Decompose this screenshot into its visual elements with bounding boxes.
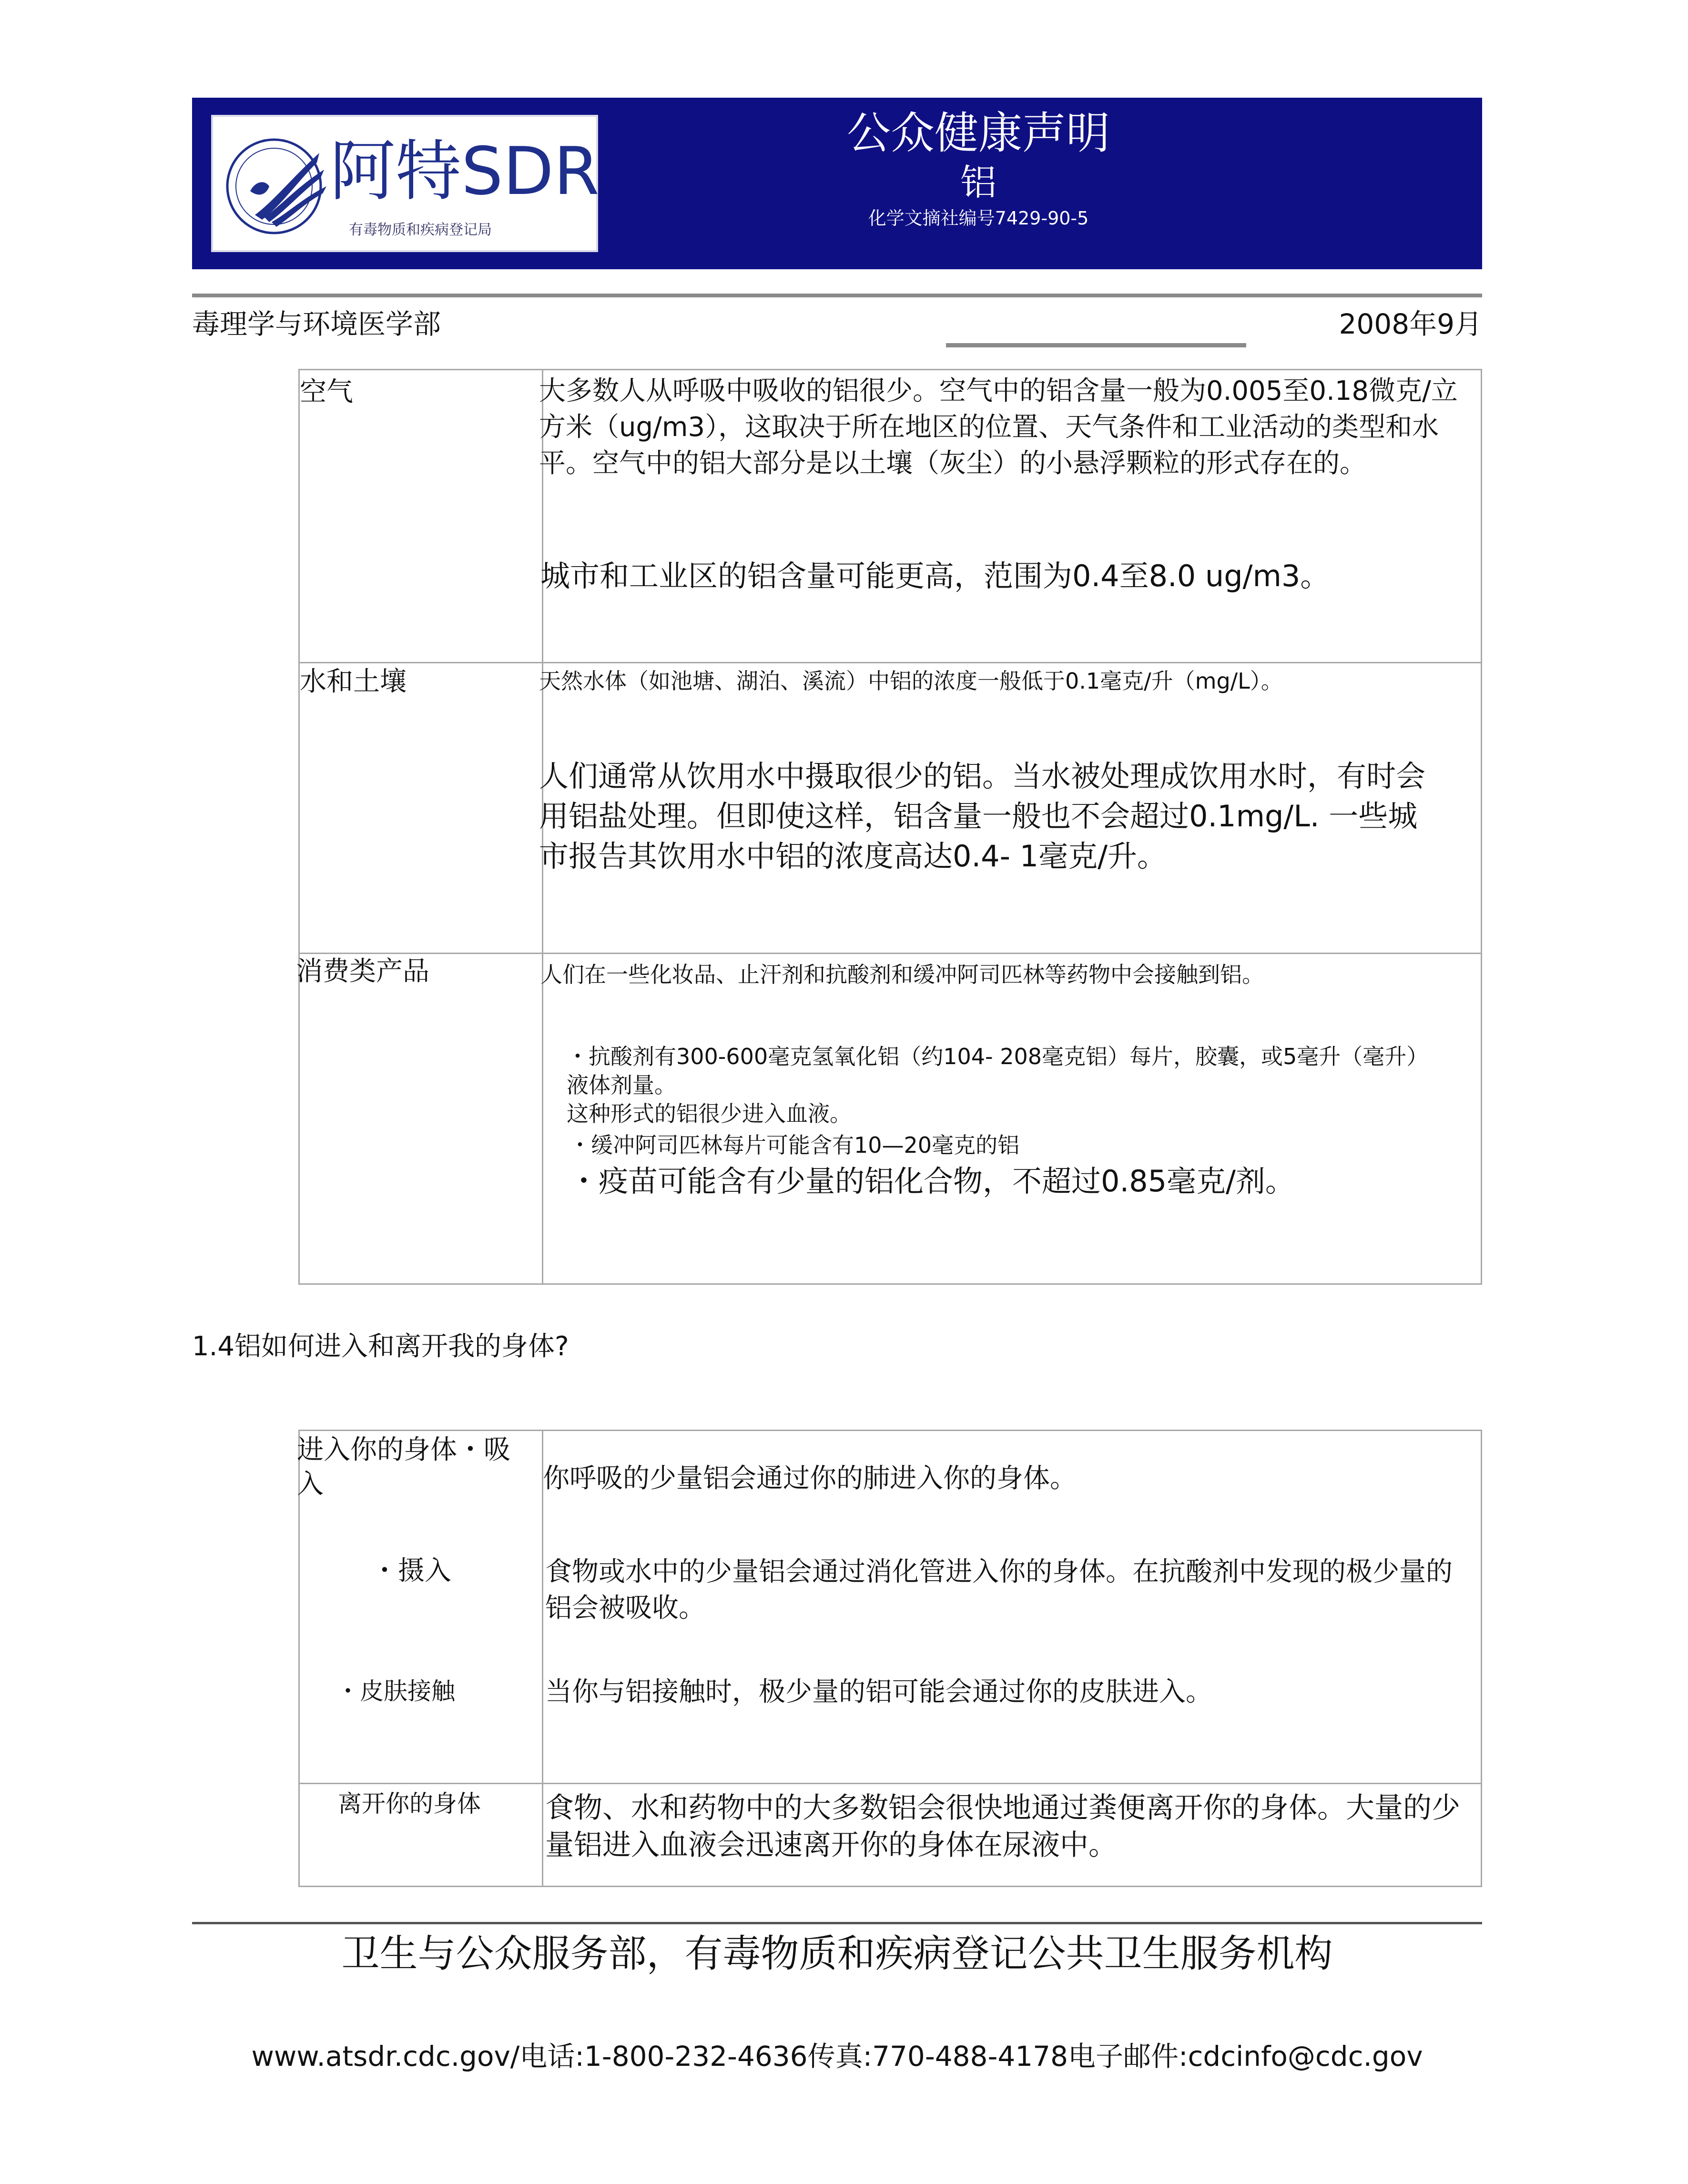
footer-contact: www.atsdr.cdc.gov/电话:1-800-232-4636传真:770-488-4178电子邮件:cdcinfo@cdc.gov <box>251 2040 1423 2072</box>
inhale-text: 你呼吸的少量铝会通过你的肺进入你的身体。 <box>543 1463 1077 1494</box>
section-heading: 1.4铝如何进入和离开我的身体? <box>192 1331 569 1362</box>
drinking-water-paragraph: 人们通常从饮用水中摄取很少的铝。当水被处理成饮用水时，有时会用铝盐处理。但即使这样，铝含量一般也不会超过0.1mg/L. 一些城市报告其饮用水中铝的浓度高达0.4- 1毫克/升。 <box>539 759 1426 874</box>
row-divider <box>300 1783 1481 1784</box>
row-label-skin: ・皮肤接触 <box>336 1677 455 1705</box>
row-label-leave: 离开你的身体 <box>338 1790 481 1818</box>
vaccine-bullet: ・疫苗可能含有少量的铝化合物，不超过0.85毫克/剂。 <box>569 1164 1295 1199</box>
antacid-note: 这种形式的铝很少进入血液。 <box>567 1101 852 1127</box>
divider-short <box>946 343 1246 347</box>
divider-top <box>192 294 1482 297</box>
row-divider <box>300 662 1481 663</box>
row-label-air: 空气 <box>300 376 353 407</box>
leave-text: 食物、水和药物中的大多数铝会很快地通过粪便离开你的身体。大量的少量铝进入血液会迅速离开你的身体在尿液中。 <box>545 1791 1460 1862</box>
logo-name: 阿特SDR <box>330 133 600 210</box>
air-urban-paragraph: 城市和工业区的铝含量可能更高，范围为0.4至8.0 ug/m3。 <box>540 559 1330 593</box>
ingest-text: 食物或水中的少量铝会通过消化管进入你的身体。在抗酸剂中发现的极少量的铝会被吸收。 <box>545 1556 1453 1624</box>
row-label-ingest: ・摄入 <box>371 1555 451 1586</box>
document-title: 公众健康声明 <box>846 108 1110 159</box>
cas-number: 化学文摘社编号7429-90-5 <box>868 208 1089 229</box>
aspirin-bullet: ・缓冲阿司匹林每片可能含有10—20毫克的铝 <box>569 1132 1020 1158</box>
skin-text: 当你与铝接触时，极少量的铝可能会通过你的皮肤进入。 <box>545 1676 1212 1707</box>
row-label-water-soil: 水和土壤 <box>300 666 407 697</box>
antacid-bullet: ・抗酸剂有300-600毫克氢氧化铝（约104- 208毫克铝）每片，胶囊，或5毫升（毫升）液体剂量。 <box>567 1044 1418 1098</box>
publication-date: 2008年9月 <box>1339 308 1482 340</box>
exposure-sources-table <box>298 369 1482 1285</box>
hhs-seal-icon <box>222 134 336 239</box>
row-divider <box>300 953 1481 954</box>
header-banner <box>192 98 1482 269</box>
water-paragraph: 天然水体（如池塘、湖泊、溪流）中铝的浓度一般低于0.1毫克/升（mg/L）。 <box>539 668 1283 694</box>
department-name: 毒理学与环境医学部 <box>192 308 441 340</box>
body-pathway-table <box>298 1430 1482 1887</box>
row-label-enter-inhale: 进入你的身体・吸入 <box>297 1434 510 1500</box>
air-paragraph: 大多数人从呼吸中吸收的铝很少。空气中的铝含量一般为0.005至0.18微克/立方米（ug/m3），这取决于所在地区的位置、天气条件和工业活动的类型和水平。空气中的铝大部分是以土壤（灰尘）的小悬浮颗粒的形式存在的。 <box>539 376 1458 479</box>
divider-bottom <box>192 1922 1482 1924</box>
consumer-paragraph: 人们在一些化妆品、止汗剂和抗酸剂和缓冲阿司匹林等药物中会接触到铝。 <box>540 962 1264 987</box>
logo-card <box>211 115 598 252</box>
column-divider <box>542 1431 543 1886</box>
footer-organization: 卫生与公众服务部，有毒物质和疾病登记公共卫生服务机构 <box>341 1931 1333 1976</box>
row-label-consumer: 消费类产品 <box>296 956 429 987</box>
logo-subtitle: 有毒物质和疾病登记局 <box>349 222 492 238</box>
document-subtitle: 铝 <box>960 161 997 203</box>
